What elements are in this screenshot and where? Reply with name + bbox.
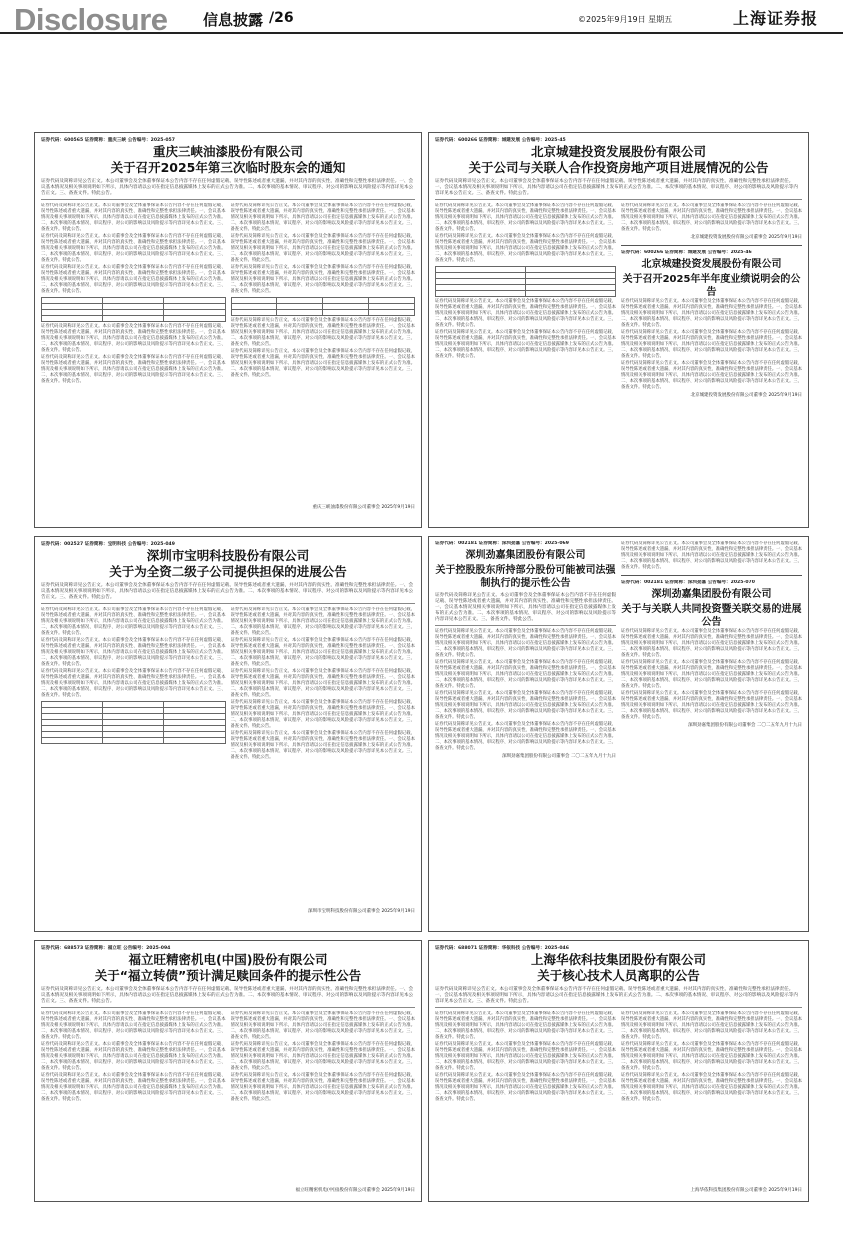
notice-title: 关于为全资二级子公司提供担保的进展公告 <box>109 564 347 579</box>
proposal-table <box>41 297 226 322</box>
notice-signature: 北京城建投资发展股份有限公司董事会 2025年9月19日 <box>690 235 802 240</box>
notice-code-line: 证券代码：600266 证券简称：城建发展 公告编号：2025-45 <box>435 138 566 143</box>
body-paragraph: 证券代码及简称详见公告正文。本公司董事会及全体董事保证本公告内容不存在任何虚假记载、误导性陈述或者重大遗漏，并对其内容的真实性、准确性和完整性承担法律责任。一、会议基本情况及相关事项说明如下所示，具体内容请以公司在指定信息披露媒体上发布的正式公告为准。二、本次事项的基本情况、审议程序、对公司的影响以及风险提示等内容详见本公告正文。三、备查文件。特此公告。 <box>41 265 226 294</box>
notice-divider <box>621 575 802 576</box>
notice-chongqing-sanxia <box>34 132 422 528</box>
notice-body-column <box>621 1011 802 1186</box>
body-paragraph: 证券代码及简称详见公告正文。本公司董事会及全体董事保证本公告内容不存在任何虚假记载、误导性陈述或者重大遗漏，并对其内容的真实性、准确性和完整性承担法律责任。一、会议基本情况及相关事项说明如下所示，具体内容请以公司在指定信息披露媒体上发布的正式公告为准。二、本次事项的基本情况、审议程序、对公司的影响以及风险提示等内容详见本公告正文。三、备查文件。特此公告。 <box>230 1042 415 1071</box>
body-paragraph: 证券代码及简称详见公告正文。本公司董事会及全体董事保证本公告内容不存在任何虚假记载、误导性陈述或者重大遗漏，并对其内容的真实性、准确性和完整性承担法律责任。一、会议基本情况及相关事项说明如下所示，具体内容请以公司在指定信息披露媒体上发布的正式公告为准。二、本次事项的基本情况、审议程序、对公司的影响以及风险提示等内容详见本公告正文。三、备查文件。特此公告。 <box>230 234 415 263</box>
newspaper-name: 上海证券报 <box>733 9 819 28</box>
notice-title: 关于召开2025年第三次临时股东会的通知 <box>110 160 346 175</box>
notice-body-column <box>621 203 802 493</box>
body-paragraph: 证券代码及简称详见公告正文。本公司董事会及全体董事保证本公告内容不存在任何虚假记载、误导性陈述或者重大遗漏，并对其内容的真实性、准确性和完整性承担法律责任。一、会议基本情况及相关事项说明如下所示，具体内容请以公司在指定信息披露媒体上发布的正式公告为准。二、本次事项的基本情况、审议程序、对公司的影响以及风险提示等内容详见本公告正文。三、备查文件。特此公告。 <box>435 629 616 658</box>
notice-company: 深圳市宝明科技股份有限公司 <box>146 548 310 563</box>
body-paragraph: 证券代码及简称详见公告正文。本公司董事会及全体董事保证本公告内容不存在任何虚假记载、误导性陈述或者重大遗漏，并对其内容的真实性、准确性和完整性承担法律责任。一、会议基本情况及相关事项说明如下所示，具体内容请以公司在指定信息披露媒体上发布的正式公告为准。二、本次事项的基本情况、审议程序、对公司的影响以及风险提示等内容详见本公告正文。三、备查文件。特此公告。 <box>230 1011 415 1040</box>
notice-declaration: 证券代码及简称详见公告正文。本公司董事会及全体董事保证本公告内容不存在任何虚假记载、误导性陈述或者重大遗漏，并对其内容的真实性、准确性和完整性承担法律责任。一、会议基本情况及相关事项说明如下所示，具体内容请以公司在指定信息披露媒体上发布的正式公告为准。二、本次事项的基本情况、审议程序、对公司的影响以及风险提示等内容详见本公告正文。三、备查文件。特此公告。 <box>435 593 616 626</box>
notice-code-line: 证券代码：688071 证券简称：华依科技 公告编号：2025-046 <box>435 946 569 951</box>
body-paragraph: 证券代码及简称详见公告正文。本公司董事会及全体董事保证本公告内容不存在任何虚假记载、误导性陈述或者重大遗漏，并对其内容的真实性、准确性和完整性承担法律责任。一、会议基本情况及相关事项说明如下所示，具体内容请以公司在指定信息披露媒体上发布的正式公告为准。二、本次事项的基本情况、审议程序、对公司的影响以及风险提示等内容详见本公告正文。三、备查文件。特此公告。 <box>435 722 616 751</box>
body-paragraph: 证券代码及简称详见公告正文。本公司董事会及全体董事保证本公告内容不存在任何虚假记载、误导性陈述或者重大遗漏，并对其内容的真实性、准确性和完整性承担法律责任。一、会议基本情况及相关事项说明如下所示，具体内容请以公司在指定信息披露媒体上发布的正式公告为准。二、本次事项的基本情况、审议程序、对公司的影响以及风险提示等内容详见本公告正文。三、备查文件。特此公告。 <box>435 203 616 232</box>
notice-title: 关于与关联人共同投资暨关联交易的进展公告 <box>621 604 802 628</box>
body-paragraph: 证券代码及简称详见公告正文。本公司董事会及全体董事保证本公告内容不存在任何虚假记载、误导性陈述或者重大遗漏，并对其内容的真实性、准确性和完整性承担法律责任。一、会议基本情况及相关事项说明如下所示，具体内容请以公司在指定信息披露媒体上发布的正式公告为准。二、本次事项的基本情况、审议程序、对公司的影响以及风险提示等内容详见本公告正文。三、备查文件。特此公告。 <box>621 1073 802 1102</box>
body-paragraph: 证券代码及简称详见公告正文。本公司董事会及全体董事保证本公告内容不存在任何虚假记载、误导性陈述或者重大遗漏，并对其内容的真实性、准确性和完整性承担法律责任。一、会议基本情况及相关事项说明如下所示，具体内容请以公司在指定信息披露媒体上发布的正式公告为准。二、本次事项的基本情况、审议程序、对公司的影响以及风险提示等内容详见本公告正文。三、备查文件。特此公告。 <box>230 318 415 347</box>
body-paragraph: 证券代码及简称详见公告正文。本公司董事会及全体董事保证本公告内容不存在任何虚假记载、误导性陈述或者重大遗漏，并对其内容的真实性、准确性和完整性承担法律责任。一、会议基本情况及相关事项说明如下所示，具体内容请以公司在指定信息披露媒体上发布的正式公告为准。二、本次事项的基本情况、审议程序、对公司的影响以及风险提示等内容详见本公告正文。三、备查文件。特此公告。 <box>41 638 226 667</box>
notice-title: 关于“福立转债”预计满足赎回条件的提示性公告 <box>94 968 362 983</box>
body-paragraph: 证券代码及简称详见公告正文。本公司董事会及全体董事保证本公告内容不存在任何虚假记载、误导性陈述或者重大遗漏，并对其内容的真实性、准确性和完整性承担法律责任。一、会议基本情况及相关事项说明如下所示，具体内容请以公司在指定信息披露媒体上发布的正式公告为准。二、本次事项的基本情况、审议程序、对公司的影响以及风险提示等内容详见本公告正文。三、备查文件。特此公告。 <box>621 299 802 328</box>
notice-signature: 重庆三峡油漆股份有限公司董事会 2025年9月19日 <box>312 505 415 510</box>
project-table <box>435 266 616 297</box>
body-paragraph: 证券代码及简称详见公告正文。本公司董事会及全体董事保证本公告内容不存在任何虚假记载、误导性陈述或者重大遗漏，并对其内容的真实性、准确性和完整性承担法律责任。一、会议基本情况及相关事项说明如下所示，具体内容请以公司在指定信息披露媒体上发布的正式公告为准。二、本次事项的基本情况、审议程序、对公司的影响以及风险提示等内容详见本公告正文。三、备查文件。特此公告。 <box>435 1073 616 1102</box>
notice-title: 关于公司与关联人合作投资房地产项目进展情况的公告 <box>468 160 769 175</box>
body-paragraph: 证券代码及简称详见公告正文。本公司董事会及全体董事保证本公告内容不存在任何虚假记载、误导性陈述或者重大遗漏，并对其内容的真实性、准确性和完整性承担法律责任。一、会议基本情况及相关事项说明如下所示，具体内容请以公司在指定信息披露媒体上发布的正式公告为准。二、本次事项的基本情况、审议程序、对公司的影响以及风险提示等内容详见本公告正文。三、备查文件。特此公告。 <box>230 265 415 294</box>
body-paragraph: 证券代码及简称详见公告正文。本公司董事会及全体董事保证本公告内容不存在任何虚假记载、误导性陈述或者重大遗漏，并对其内容的真实性、准确性和完整性承担法律责任。一、会议基本情况及相关事项说明如下所示，具体内容请以公司在指定信息披露媒体上发布的正式公告为准。二、本次事项的基本情况、审议程序、对公司的影响以及风险提示等内容详见本公告正文。三、备查文件。特此公告。 <box>230 638 415 667</box>
notice-baoming-tech <box>34 536 422 932</box>
page-number: /26 <box>269 10 294 26</box>
body-paragraph: 证券代码及简称详见公告正文。本公司董事会及全体董事保证本公告内容不存在任何虚假记载、误导性陈述或者重大遗漏，并对其内容的真实性、准确性和完整性承担法律责任。一、会议基本情况及相关事项说明如下所示，具体内容请以公司在指定信息披露媒体上发布的正式公告为准。二、本次事项的基本情况、审议程序、对公司的影响以及风险提示等内容详见本公告正文。三、备查文件。特此公告。 <box>230 669 415 698</box>
notice-declaration: 证券代码及简称详见公告正文。本公司董事会及全体董事保证本公告内容不存在任何虚假记载、误导性陈述或者重大遗漏，并对其内容的真实性、准确性和完整性承担法律责任。一、会议基本情况及相关事项说明如下所示，具体内容请以公司在指定信息披露媒体上发布的正式公告为准。二、本次事项的基本情况、审议程序、对公司的影响以及风险提示等内容详见本公告正文。三、备查文件。特此公告。 <box>41 179 415 200</box>
notice-body-column <box>231 203 416 503</box>
notice-company: 深圳劲嘉集团股份有限公司 <box>465 550 586 561</box>
body-paragraph: 证券代码及简称详见公告正文。本公司董事会及全体董事保证本公告内容不存在任何虚假记载、误导性陈述或者重大遗漏，并对其内容的真实性、准确性和完整性承担法律责任。一、会议基本情况及相关事项说明如下所示，具体内容请以公司在指定信息披露媒体上发布的正式公告为准。二、本次事项的基本情况、审议程序、对公司的影响以及风险提示等内容详见本公告正文。三、备查文件。特此公告。 <box>621 330 802 359</box>
notice-signature: 福立旺精密机电(中国)股份有限公司董事会 2025年9月19日 <box>295 1188 415 1193</box>
body-paragraph: 证券代码及简称详见公告正文。本公司董事会及全体董事保证本公告内容不存在任何虚假记载、误导性陈述或者重大遗漏，并对其内容的真实性、准确性和完整性承担法律责任。一、会议基本情况及相关事项说明如下所示，具体内容请以公司在指定信息披露媒体上发布的正式公告为准。二、本次事项的基本情况、审议程序、对公司的影响以及风险提示等内容详见本公告正文。三、备查文件。特此公告。 <box>41 1042 226 1071</box>
body-paragraph: 证券代码及简称详见公告正文。本公司董事会及全体董事保证本公告内容不存在任何虚假记载、误导性陈述或者重大遗漏，并对其内容的真实性、准确性和完整性承担法律责任。一、会议基本情况及相关事项说明如下所示，具体内容请以公司在指定信息披露媒体上发布的正式公告为准。二、本次事项的基本情况、审议程序、对公司的影响以及风险提示等内容详见本公告正文。三、备查文件。特此公告。 <box>621 361 802 390</box>
notice-signature: 深圳劲嘉集团股份有限公司董事会 二〇二五年九月十九日 <box>502 754 616 759</box>
notice-shenzhen-jinjia <box>428 536 809 932</box>
notice-divider <box>621 245 802 246</box>
body-paragraph: 证券代码及简称详见公告正文。本公司董事会及全体董事保证本公告内容不存在任何虚假记载、误导性陈述或者重大遗漏，并对其内容的真实性、准确性和完整性承担法律责任。一、会议基本情况及相关事项说明如下所示，具体内容请以公司在指定信息披露媒体上发布的正式公告为准。二、本次事项的基本情况、审议程序、对公司的影响以及风险提示等内容详见本公告正文。三、备查文件。特此公告。 <box>230 203 415 232</box>
notice-huayi-tech <box>428 940 809 1202</box>
body-paragraph: 证券代码及简称详见公告正文。本公司董事会及全体董事保证本公告内容不存在任何虚假记载、误导性陈述或者重大遗漏，并对其内容的真实性、准确性和完整性承担法律责任。一、会议基本情况及相关事项说明如下所示，具体内容请以公司在指定信息披露媒体上发布的正式公告为准。二、本次事项的基本情况、审议程序、对公司的影响以及风险提示等内容详见本公告正文。三、备查文件。特此公告。 <box>230 349 415 378</box>
notice-declaration: 证券代码及简称详见公告正文。本公司董事会及全体董事保证本公告内容不存在任何虚假记载、误导性陈述或者重大遗漏，并对其内容的真实性、准确性和完整性承担法律责任。一、会议基本情况及相关事项说明如下所示，具体内容请以公司在指定信息披露媒体上发布的正式公告为准。二、本次事项的基本情况、审议程序、对公司的影响以及风险提示等内容详见本公告正文。三、备查文件。特此公告。 <box>435 179 802 200</box>
body-paragraph: 证券代码及简称详见公告正文。本公司董事会及全体董事保证本公告内容不存在任何虚假记载、误导性陈述或者重大遗漏，并对其内容的真实性、准确性和完整性承担法律责任。一、会议基本情况及相关事项说明如下所示，具体内容请以公司在指定信息披露媒体上发布的正式公告为准。二、本次事项的基本情况、审议程序、对公司的影响以及风险提示等内容详见本公告正文。三、备查文件。特此公告。 <box>435 1042 616 1071</box>
notice-company: 北京城建投资发展股份有限公司 <box>530 144 706 159</box>
notice-company: 上海华依科技集团股份有限公司 <box>530 952 706 967</box>
notice-code-line: 证券代码：002181 证券简称：深圳劲嘉 公告编号：2025-069 <box>435 541 569 546</box>
notice-body-column <box>41 203 226 503</box>
notice-company: 福立旺精密机电(中国)股份有限公司 <box>128 952 328 967</box>
body-paragraph: 证券代码及简称详见公告正文。本公司董事会及全体董事保证本公告内容不存在任何虚假记载、误导性陈述或者重大遗漏，并对其内容的真实性、准确性和完整性承担法律责任。一、会议基本情况及相关事项说明如下所示，具体内容请以公司在指定信息披露媒体上发布的正式公告为准。二、本次事项的基本情况、审议程序、对公司的影响以及风险提示等内容详见本公告正文。三、备查文件。特此公告。 <box>435 1011 616 1040</box>
notice-body-column <box>435 1011 616 1186</box>
notice-declaration: 证券代码及简称详见公告正文。本公司董事会及全体董事保证本公告内容不存在任何虚假记载、误导性陈述或者重大遗漏，并对其内容的真实性、准确性和完整性承担法律责任。一、会议基本情况及相关事项说明如下所示，具体内容请以公司在指定信息披露媒体上发布的正式公告为准。二、本次事项的基本情况、审议程序、对公司的影响以及风险提示等内容详见本公告正文。三、备查文件。特此公告。 <box>41 987 415 1008</box>
notice-body-column <box>41 1011 226 1186</box>
body-paragraph: 证券代码及简称详见公告正文。本公司董事会及全体董事保证本公告内容不存在任何虚假记载、误导性陈述或者重大遗漏，并对其内容的真实性、准确性和完整性承担法律责任。一、会议基本情况及相关事项说明如下所示，具体内容请以公司在指定信息披露媒体上发布的正式公告为准。二、本次事项的基本情况、审议程序、对公司的影响以及风险提示等内容详见本公告正文。三、备查文件。特此公告。 <box>435 299 616 328</box>
notice-code-line: 证券代码：002527 证券简称：宝明科技 公告编号：2025-049 <box>41 542 175 547</box>
notice-declaration: 证券代码及简称详见公告正文。本公司董事会及全体董事保证本公告内容不存在任何虚假记载、误导性陈述或者重大遗漏，并对其内容的真实性、准确性和完整性承担法律责任。一、会议基本情况及相关事项说明如下所示，具体内容请以公司在指定信息披露媒体上发布的正式公告为准。二、本次事项的基本情况、审议程序、对公司的影响以及风险提示等内容详见本公告正文。三、备查文件。特此公告。 <box>435 987 802 1008</box>
notice-company: 深圳劲嘉集团股份有限公司 <box>651 589 772 600</box>
notice-body-column <box>231 1011 416 1186</box>
body-paragraph: 证券代码及简称详见公告正文。本公司董事会及全体董事保证本公告内容不存在任何虚假记载、误导性陈述或者重大遗漏，并对其内容的真实性、准确性和完整性承担法律责任。一、会议基本情况及相关事项说明如下所示，具体内容请以公司在指定信息披露媒体上发布的正式公告为准。二、本次事项的基本情况、审议程序、对公司的影响以及风险提示等内容详见本公告正文。三、备查文件。特此公告。 <box>230 700 415 729</box>
notice-title: 关于控股股东所持部分股份可能被司法强制执行的提示性公告 <box>435 565 616 589</box>
notice-body-column <box>231 607 416 907</box>
body-paragraph: 证券代码及简称详见公告正文。本公司董事会及全体董事保证本公告内容不存在任何虚假记载、误导性陈述或者重大遗漏，并对其内容的真实性、准确性和完整性承担法律责任。一、会议基本情况及相关事项说明如下所示，具体内容请以公司在指定信息披露媒体上发布的正式公告为准。二、本次事项的基本情况、审议程序、对公司的影响以及风险提示等内容详见本公告正文。三、备查文件。特此公告。 <box>41 1011 226 1040</box>
financial-table <box>41 701 226 744</box>
body-paragraph: 证券代码及简称详见公告正文。本公司董事会及全体董事保证本公告内容不存在任何虚假记载、误导性陈述或者重大遗漏，并对其内容的真实性、准确性和完整性承担法律责任。一、会议基本情况及相关事项说明如下所示，具体内容请以公司在指定信息披露媒体上发布的正式公告为准。二、本次事项的基本情况、审议程序、对公司的影响以及风险提示等内容详见本公告正文。三、备查文件。特此公告。 <box>41 234 226 263</box>
notice-fuliwang <box>34 940 422 1202</box>
body-paragraph: 证券代码及简称详见公告正文。本公司董事会及全体董事保证本公告内容不存在任何虚假记载、误导性陈述或者重大遗漏，并对其内容的真实性、准确性和完整性承担法律责任。一、会议基本情况及相关事项说明如下所示，具体内容请以公司在指定信息披露媒体上发布的正式公告为准。二、本次事项的基本情况、审议程序、对公司的影响以及风险提示等内容详见本公告正文。三、备查文件。特此公告。 <box>621 203 802 232</box>
notice-code-line: 证券代码：002181 证券简称：深圳劲嘉 公告编号：2025-070 <box>621 580 755 585</box>
notice-title: 关于核心技术人员离职的公告 <box>537 968 700 983</box>
notice-code-line: 证券代码：688573 证券简称：福立旺 公告编号：2025-094 <box>41 946 171 951</box>
body-paragraph: 证券代码及简称详见公告正文。本公司董事会及全体董事保证本公告内容不存在任何虚假记载、误导性陈述或者重大遗漏，并对其内容的真实性、准确性和完整性承担法律责任。一、会议基本情况及相关事项说明如下所示，具体内容请以公司在指定信息披露媒体上发布的正式公告为准。二、本次事项的基本情况、审议程序、对公司的影响以及风险提示等内容详见本公告正文。三、备查文件。特此公告。 <box>621 660 802 689</box>
notice-code-line: 证券代码：600565 证券简称：重庆三峡 公告编号：2025-057 <box>41 138 175 143</box>
notice-company: 北京城建投资发展股份有限公司 <box>641 259 782 270</box>
notice-body-column <box>41 607 226 907</box>
body-paragraph: 证券代码及简称详见公告正文。本公司董事会及全体董事保证本公告内容不存在任何虚假记载、误导性陈述或者重大遗漏，并对其内容的真实性、准确性和完整性承担法律责任。一、会议基本情况及相关事项说明如下所示，具体内容请以公司在指定信息披露媒体上发布的正式公告为准。二、本次事项的基本情况、审议程序、对公司的影响以及风险提示等内容详见本公告正文。三、备查文件。特此公告。 <box>621 541 802 570</box>
section-title: 信息披露 <box>203 11 264 29</box>
notice-signature: 上海华依科技集团股份有限公司董事会 2025年9月19日 <box>690 1188 802 1193</box>
body-paragraph: 证券代码及简称详见公告正文。本公司董事会及全体董事保证本公告内容不存在任何虚假记载、误导性陈述或者重大遗漏，并对其内容的真实性、准确性和完整性承担法律责任。一、会议基本情况及相关事项说明如下所示，具体内容请以公司在指定信息披露媒体上发布的正式公告为准。二、本次事项的基本情况、审议程序、对公司的影响以及风险提示等内容详见本公告正文。三、备查文件。特此公告。 <box>41 1073 226 1102</box>
notice-code-line: 证券代码：600266 证券简称：城建发展 公告编号：2025-46 <box>621 250 752 255</box>
body-paragraph: 证券代码及简称详见公告正文。本公司董事会及全体董事保证本公告内容不存在任何虚假记载、误导性陈述或者重大遗漏，并对其内容的真实性、准确性和完整性承担法律责任。一、会议基本情况及相关事项说明如下所示，具体内容请以公司在指定信息披露媒体上发布的正式公告为准。二、本次事项的基本情况、审议程序、对公司的影响以及风险提示等内容详见本公告正文。三、备查文件。特此公告。 <box>41 355 226 384</box>
notice-title: 关于召开2025年半年度业绩说明会的公告 <box>622 274 801 298</box>
notice-company: 重庆三峡油漆股份有限公司 <box>152 144 303 159</box>
body-paragraph: 证券代码及简称详见公告正文。本公司董事会及全体董事保证本公告内容不存在任何虚假记载、误导性陈述或者重大遗漏，并对其内容的真实性、准确性和完整性承担法律责任。一、会议基本情况及相关事项说明如下所示，具体内容请以公司在指定信息披露媒体上发布的正式公告为准。二、本次事项的基本情况、审议程序、对公司的影响以及风险提示等内容详见本公告正文。三、备查文件。特此公告。 <box>230 731 415 760</box>
masthead-brand: Disclosure <box>14 2 168 37</box>
body-paragraph: 证券代码及简称详见公告正文。本公司董事会及全体董事保证本公告内容不存在任何虚假记载、误导性陈述或者重大遗漏，并对其内容的真实性、准确性和完整性承担法律责任。一、会议基本情况及相关事项说明如下所示，具体内容请以公司在指定信息披露媒体上发布的正式公告为准。二、本次事项的基本情况、审议程序、对公司的影响以及风险提示等内容详见本公告正文。三、备查文件。特此公告。 <box>41 669 226 698</box>
notice-signature: 深圳市宝明科技股份有限公司董事会 2025年9月19日 <box>308 909 415 914</box>
body-paragraph: 证券代码及简称详见公告正文。本公司董事会及全体董事保证本公告内容不存在任何虚假记载、误导性陈述或者重大遗漏，并对其内容的真实性、准确性和完整性承担法律责任。一、会议基本情况及相关事项说明如下所示，具体内容请以公司在指定信息披露媒体上发布的正式公告为准。二、本次事项的基本情况、审议程序、对公司的影响以及风险提示等内容详见本公告正文。三、备查文件。特此公告。 <box>435 660 616 689</box>
notice-signature: 深圳劲嘉集团股份有限公司董事会 二〇二五年九月十九日 <box>688 723 802 728</box>
notice-body-column <box>621 541 802 927</box>
body-paragraph: 证券代码及简称详见公告正文。本公司董事会及全体董事保证本公告内容不存在任何虚假记载、误导性陈述或者重大遗漏，并对其内容的真实性、准确性和完整性承担法律责任。一、会议基本情况及相关事项说明如下所示，具体内容请以公司在指定信息披露媒体上发布的正式公告为准。二、本次事项的基本情况、审议程序、对公司的影响以及风险提示等内容详见本公告正文。三、备查文件。特此公告。 <box>435 234 616 263</box>
notice-declaration: 证券代码及简称详见公告正文。本公司董事会及全体董事保证本公告内容不存在任何虚假记载、误导性陈述或者重大遗漏，并对其内容的真实性、准确性和完整性承担法律责任。一、会议基本情况及相关事项说明如下所示，具体内容请以公司在指定信息披露媒体上发布的正式公告为准。二、本次事项的基本情况、审议程序、对公司的影响以及风险提示等内容详见本公告正文。三、备查文件。特此公告。 <box>41 583 415 604</box>
body-paragraph: 证券代码及简称详见公告正文。本公司董事会及全体董事保证本公告内容不存在任何虚假记载、误导性陈述或者重大遗漏，并对其内容的真实性、准确性和完整性承担法律责任。一、会议基本情况及相关事项说明如下所示，具体内容请以公司在指定信息披露媒体上发布的正式公告为准。二、本次事项的基本情况、审议程序、对公司的影响以及风险提示等内容详见本公告正文。三、备查文件。特此公告。 <box>435 691 616 720</box>
issue-date: ©2025年9月19日 星期五 <box>578 15 673 24</box>
body-paragraph: 证券代码及简称详见公告正文。本公司董事会及全体董事保证本公告内容不存在任何虚假记载、误导性陈述或者重大遗漏，并对其内容的真实性、准确性和完整性承担法律责任。一、会议基本情况及相关事项说明如下所示，具体内容请以公司在指定信息披露媒体上发布的正式公告为准。二、本次事项的基本情况、审议程序、对公司的影响以及风险提示等内容详见本公告正文。三、备查文件。特此公告。 <box>41 607 226 636</box>
notice-signature: 北京城建投资发展股份有限公司董事会 2025年9月19日 <box>690 393 802 398</box>
body-paragraph: 证券代码及简称详见公告正文。本公司董事会及全体董事保证本公告内容不存在任何虚假记载、误导性陈述或者重大遗漏，并对其内容的真实性、准确性和完整性承担法律责任。一、会议基本情况及相关事项说明如下所示，具体内容请以公司在指定信息披露媒体上发布的正式公告为准。二、本次事项的基本情况、审议程序、对公司的影响以及风险提示等内容详见本公告正文。三、备查文件。特此公告。 <box>621 629 802 658</box>
notice-body-column <box>435 203 616 493</box>
body-paragraph: 证券代码及简称详见公告正文。本公司董事会及全体董事保证本公告内容不存在任何虚假记载、误导性陈述或者重大遗漏，并对其内容的真实性、准确性和完整性承担法律责任。一、会议基本情况及相关事项说明如下所示，具体内容请以公司在指定信息披露媒体上发布的正式公告为准。二、本次事项的基本情况、审议程序、对公司的影响以及风险提示等内容详见本公告正文。三、备查文件。特此公告。 <box>41 324 226 353</box>
body-paragraph: 证券代码及简称详见公告正文。本公司董事会及全体董事保证本公告内容不存在任何虚假记载、误导性陈述或者重大遗漏，并对其内容的真实性、准确性和完整性承担法律责任。一、会议基本情况及相关事项说明如下所示，具体内容请以公司在指定信息披露媒体上发布的正式公告为准。二、本次事项的基本情况、审议程序、对公司的影响以及风险提示等内容详见本公告正文。三、备查文件。特此公告。 <box>230 607 415 636</box>
body-paragraph: 证券代码及简称详见公告正文。本公司董事会及全体董事保证本公告内容不存在任何虚假记载、误导性陈述或者重大遗漏，并对其内容的真实性、准确性和完整性承担法律责任。一、会议基本情况及相关事项说明如下所示，具体内容请以公司在指定信息披露媒体上发布的正式公告为准。二、本次事项的基本情况、审议程序、对公司的影响以及风险提示等内容详见本公告正文。三、备查文件。特此公告。 <box>41 203 226 232</box>
notice-body-column <box>435 541 616 927</box>
masthead <box>0 0 843 37</box>
proxy-table <box>231 297 416 316</box>
body-paragraph: 证券代码及简称详见公告正文。本公司董事会及全体董事保证本公告内容不存在任何虚假记载、误导性陈述或者重大遗漏，并对其内容的真实性、准确性和完整性承担法律责任。一、会议基本情况及相关事项说明如下所示，具体内容请以公司在指定信息披露媒体上发布的正式公告为准。二、本次事项的基本情况、审议程序、对公司的影响以及风险提示等内容详见本公告正文。三、备查文件。特此公告。 <box>621 1011 802 1040</box>
body-paragraph: 证券代码及简称详见公告正文。本公司董事会及全体董事保证本公告内容不存在任何虚假记载、误导性陈述或者重大遗漏，并对其内容的真实性、准确性和完整性承担法律责任。一、会议基本情况及相关事项说明如下所示，具体内容请以公司在指定信息披露媒体上发布的正式公告为准。二、本次事项的基本情况、审议程序、对公司的影响以及风险提示等内容详见本公告正文。三、备查文件。特此公告。 <box>435 330 616 359</box>
body-paragraph: 证券代码及简称详见公告正文。本公司董事会及全体董事保证本公告内容不存在任何虚假记载、误导性陈述或者重大遗漏，并对其内容的真实性、准确性和完整性承担法律责任。一、会议基本情况及相关事项说明如下所示，具体内容请以公司在指定信息披露媒体上发布的正式公告为准。二、本次事项的基本情况、审议程序、对公司的影响以及风险提示等内容详见本公告正文。三、备查文件。特此公告。 <box>621 1042 802 1071</box>
body-paragraph: 证券代码及简称详见公告正文。本公司董事会及全体董事保证本公告内容不存在任何虚假记载、误导性陈述或者重大遗漏，并对其内容的真实性、准确性和完整性承担法律责任。一、会议基本情况及相关事项说明如下所示，具体内容请以公司在指定信息披露媒体上发布的正式公告为准。二、本次事项的基本情况、审议程序、对公司的影响以及风险提示等内容详见本公告正文。三、备查文件。特此公告。 <box>621 691 802 720</box>
body-paragraph: 证券代码及简称详见公告正文。本公司董事会及全体董事保证本公告内容不存在任何虚假记载、误导性陈述或者重大遗漏，并对其内容的真实性、准确性和完整性承担法律责任。一、会议基本情况及相关事项说明如下所示，具体内容请以公司在指定信息披露媒体上发布的正式公告为准。二、本次事项的基本情况、审议程序、对公司的影响以及风险提示等内容详见本公告正文。三、备查文件。特此公告。 <box>230 1073 415 1102</box>
notice-beijing-urban <box>428 132 809 528</box>
